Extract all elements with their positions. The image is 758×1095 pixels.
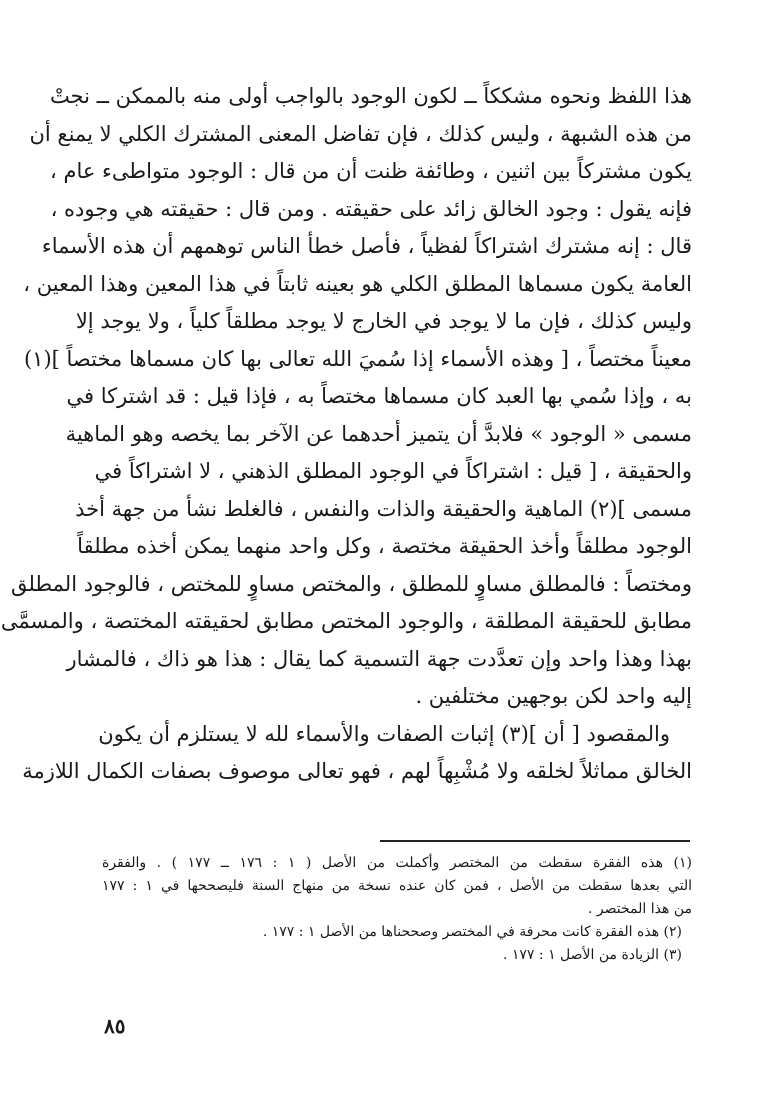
- page-number: ٨٥: [104, 1014, 126, 1038]
- text-line: يكون مشتركاً بين اثنين ، وطائفة ظنت أن من قال : الوجود متواطىء عام ،: [50, 159, 692, 183]
- footnotes: [102, 852, 692, 967]
- text-line: مسمى ](٢) الماهية والحقيقة والذات والنفس ، فالغلط نشأ من جهة أخذ: [75, 496, 692, 521]
- footnote-line: (٢) هذه الفقرة كانت محرفة في المختصر وصححناها من الأصل ١ : ١٧٧ .: [262, 924, 682, 940]
- text-line: من هذه الشبهة ، وليس كذلك ، فإن تفاضل المعنى المشترك الكلي لا يمنع أن: [29, 121, 692, 146]
- text-line: مسمى « الوجود » فلابدَّ أن يتميز أحدهما عن الآخر بما يخصه وهو الماهية: [65, 421, 692, 446]
- text-line: ومختصاً : فالمطلق مساوٍ للمطلق ، والمختص مساوٍ للمختص ، فالوجود المطلق: [10, 571, 692, 596]
- text-line: معيناً مختصاً ، [ وهذه الأسماء إذا سُميَ الله تعالى بها كان مسماها مختصاً ](١): [23, 346, 692, 371]
- text-line: الخالق مماثلاً لخلقه ولا مُشْبِهاً لهم ، فهو تعالى موصوف بصفات الكمال اللازمة: [22, 759, 692, 783]
- text-line: الوجود مطلقاً وأخذ الحقيقة مختصة ، وكل واحد منهما يمكن أخذه مطلقاً: [77, 534, 692, 558]
- text-line: مطابق للحقيقة المطلقة ، والوجود المختص مطابق لحقيقته المختصة ، والمسمَّى: [0, 609, 692, 633]
- text-line: العامة يكون مسماها المطلق الكلي هو بعينه ثابتاً في هذا المعين وهذا المعين ،: [23, 271, 692, 296]
- main-text: [0, 78, 692, 791]
- text-line: إليه واحد لكن بوجهين مختلفين .: [415, 684, 692, 708]
- footnote-line: التي بعدها سقطت من الأصل ، فمن كان عنده نسخة من منهاج السنة فليصححها في ١ : ١٧٧: [102, 878, 692, 894]
- footnote-line: من هذا المختصر .: [588, 901, 692, 917]
- text-line: والحقيقة ، [ قيل : اشتراكاً في الوجود المطلق الذهني ، لا اشتراكاً في: [94, 459, 692, 483]
- text-line: فإنه يقول : وجود الخالق زائد على حقيقته . ومن قال : حقيقته هي وجوده ،: [50, 196, 692, 221]
- text-line: هذا اللفظ ونحوه مشككاً ــ لكون الوجود بالواجب أولى منه بالممكن ــ نجتْ: [49, 84, 692, 108]
- footnote-divider: [380, 840, 690, 842]
- footnote-line: (٣) الزيادة من الأصل ١ : ١٧٧ .: [502, 947, 682, 963]
- text-line: وليس كذلك ، فإن ما لا يوجد في الخارج لا يوجد مطلقاً كلياً ، ولا يوجد إلا: [75, 309, 692, 333]
- text-line: قال : إنه مشترك اشتراكاً لفظياً ، فأصل خطأ الناس توهمهم أن هذه الأسماء: [41, 234, 692, 258]
- text-line: به ، وإذا سُمي بها العبد كان مسماها مختصاً به ، فإذا قيل : قد اشتركا في: [66, 384, 692, 408]
- text-line: والمقصود [ أن ](٣) إثبات الصفات والأسماء لله لا يستلزم أن يكون: [98, 721, 670, 746]
- text-line: بهذا وهذا واحد وإن تعدَّدت جهة التسمية كما يقال : هذا هو ذاك ، فالمشار: [66, 646, 692, 671]
- footnote-line: (١) هذه الفقرة سقطت من المختصر وأكملت من الأصل ( ١ : ١٧٦ ــ ١٧٧ ) . والفقرة: [102, 855, 692, 871]
